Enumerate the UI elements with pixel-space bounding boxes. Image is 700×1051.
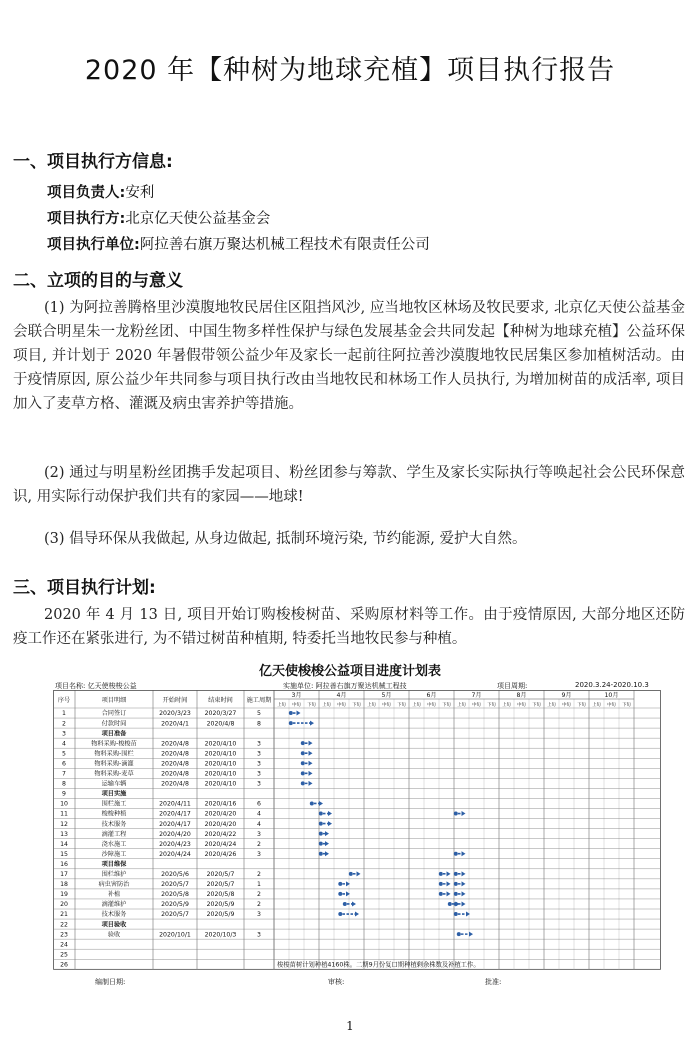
info-row-executor: [47, 207, 270, 228]
gantt-period-value: 2020.3.24-2020.10.3: [575, 681, 649, 689]
gantt-bar-arrow: [462, 881, 466, 886]
gantt-row-end: 2020/4/26: [204, 850, 237, 858]
gantt-row-no: 13: [60, 830, 68, 838]
gantt-month-label: 8月: [516, 692, 527, 699]
gantt-month-label: 9月: [561, 692, 572, 699]
gantt-row-no: 3: [62, 730, 66, 738]
gantt-row-days: 2: [257, 871, 261, 879]
gantt-subcol-label: 中旬: [607, 703, 616, 708]
gantt-subcol-label: 中旬: [562, 703, 571, 708]
gantt-row-days: 3: [257, 850, 261, 858]
gantt-bar-arrow: [325, 851, 329, 856]
gantt-bar-start-dot: [319, 812, 323, 816]
gantt-bar-arrow: [466, 912, 470, 917]
gantt-bar-start-dot: [454, 892, 458, 896]
info-label: 项目执行方:: [47, 211, 126, 227]
gantt-row-days: 3: [257, 760, 261, 768]
gantt-row-start: 2020/4/8: [161, 750, 189, 758]
gantt-bar-arrow: [462, 811, 466, 816]
gantt-bar-start-dot: [454, 902, 458, 906]
gantt-row-no: 20: [60, 901, 68, 909]
section1-heading: 一、项目执行方信息:: [13, 152, 173, 172]
gantt-bar-start-dot: [301, 761, 305, 765]
gantt-row-name: 浇水施工: [101, 840, 127, 848]
gantt-bar-arrow: [462, 851, 466, 856]
gantt-bar-arrow: [346, 891, 350, 896]
section2-paragraph-3: (3) 倡导环保从我做起, 从身边做起, 抵制环境污染, 节约能源, 爱护大自然。: [44, 531, 527, 547]
gantt-bar-arrow: [309, 781, 313, 786]
gantt-row-no: 24: [60, 941, 68, 949]
gantt-row-days: 3: [257, 780, 261, 788]
gantt-row-no: 11: [60, 810, 68, 818]
gantt-row-end: 2020/4/20: [204, 810, 237, 818]
gantt-month-label: 6月: [426, 692, 437, 699]
section3-heading: 三、项目执行计划:: [13, 578, 156, 598]
gantt-month-label: 5月: [381, 692, 392, 699]
gantt-bar-start-dot: [439, 872, 443, 876]
gantt-row-end: 2020/5/7: [206, 871, 235, 879]
document-title: 2020 年【种树为地球充植】项目执行报告: [84, 55, 616, 86]
section2-paragraph-1: (1) 为阿拉善腾格里沙漠腹地牧民居住区阻挡风沙, 应当地牧区林场及牧民要求, 北京亿天使公益基金会联合明星朱一龙粉丝团、中国生物多样性保护与绿色发展基金会共同发起【种树为地球充植】公益环保项目, 并计划于 2020 年暑假带领公益少年及家长一起前往阿拉善沙漠腹地牧民居集区参加植树活动。由于疫情原因, 原公益少年共同参与项目执行改由当地牧民和林场工作人员执行, 为增加树苗的成活率, 项目加入了麦草方格、灌溉及病虫害养护等措施。: [13, 300, 685, 412]
gantt-row-no: 18: [60, 881, 68, 889]
gantt-header-cell: 施工周期: [246, 697, 272, 704]
gantt-row-no: 16: [60, 860, 68, 868]
gantt-row-no: 9: [62, 790, 66, 798]
info-label: 项目负责人:: [47, 185, 126, 201]
gantt-row-no: 7: [62, 770, 66, 778]
info-value: 阿拉善右旗万聚达机械工程技术有限责任公司: [139, 237, 430, 253]
gantt-bar-start-dot: [439, 882, 443, 886]
gantt-subcol-label: 下旬: [532, 703, 541, 708]
gantt-subcol-label: 中旬: [472, 703, 481, 708]
gantt-row-no: 14: [60, 840, 68, 848]
gantt-row-end: 2020/4/10: [204, 740, 237, 748]
gantt-row-days: 1: [257, 881, 261, 889]
gantt-period-label: 项目周期:: [497, 682, 528, 690]
gantt-row-start: 2020/4/8: [161, 760, 189, 768]
gantt-row-name: 病虫害防治: [98, 881, 130, 889]
gantt-bar-start-dot: [338, 882, 342, 886]
gantt-bar-arrow: [462, 871, 466, 876]
gantt-subcol-label: 下旬: [622, 703, 631, 708]
gantt-bar-arrow: [309, 741, 313, 746]
gantt-bar-start-dot: [454, 912, 458, 916]
gantt-row-name: 滴灌维护: [101, 901, 127, 909]
gantt-subcol-label: 上旬: [412, 703, 421, 708]
gantt-bar-start-dot: [310, 801, 314, 805]
gantt-row-name: 项目准备: [101, 730, 127, 738]
gantt-subcol-label: 中旬: [337, 703, 346, 708]
gantt-bar-arrow: [310, 721, 314, 726]
info-value: 北京亿天使公益基金会: [125, 211, 271, 227]
gantt-row-no: 8: [62, 780, 66, 788]
section2-heading: 二、立项的目的与意义: [13, 271, 183, 291]
gantt-row-name: 验收: [107, 931, 121, 939]
gantt-row-start: 2020/4/8: [161, 780, 189, 788]
gantt-bar-start-dot: [319, 852, 323, 856]
gantt-bar-arrow: [355, 912, 359, 917]
gantt-bar-start-dot: [289, 721, 293, 725]
gantt-row-no: 22: [60, 921, 68, 929]
gantt-subcol-label: 上旬: [592, 703, 601, 708]
gantt-bar-start-dot: [338, 892, 342, 896]
gantt-row-days: 2: [257, 891, 261, 899]
gantt-row-end: 2020/5/9: [206, 911, 235, 919]
gantt-bar-start-dot: [349, 872, 353, 876]
gantt-bar-arrow: [462, 901, 466, 906]
gantt-row-days: 8: [257, 720, 261, 728]
gantt-row-start: 2020/4/11: [159, 800, 191, 808]
gantt-bar-start-dot: [319, 822, 323, 826]
gantt-row-end: 2020/10/3: [204, 931, 237, 939]
gantt-month-label: 7月: [471, 692, 482, 699]
gantt-bar-start-dot: [343, 902, 347, 906]
gantt-row-name: 梭梭种植: [101, 810, 127, 818]
section2-paragraph-2: (2) 通过与明星粉丝团携手发起项目、粉丝团参与筹款、学生及家长实际执行等唤起社会公民环保意识, 用实际行动保护我们共有的家园——地球!: [13, 465, 685, 505]
gantt-row-days: 3: [257, 911, 261, 919]
gantt-bar-arrow: [325, 831, 329, 836]
gantt-row-no: 26: [60, 961, 68, 969]
gantt-row-no: 2: [62, 720, 66, 728]
gantt-row-name: 运输车辆: [101, 780, 127, 788]
gantt-row-end: 2020/4/10: [204, 760, 237, 768]
gantt-bar-arrow: [319, 801, 323, 806]
gantt-bar-arrow: [325, 841, 329, 846]
gantt-bar-arrow: [352, 901, 356, 906]
gantt-bar-start-dot: [454, 812, 458, 816]
gantt-row-name: 技术服务: [101, 911, 127, 919]
gantt-row-name: 项目实施: [101, 790, 127, 798]
gantt-subcol-label: 上旬: [322, 703, 331, 708]
gantt-row-name: 滴灌工程: [101, 830, 127, 838]
gantt-subcol-label: 下旬: [307, 703, 316, 708]
gantt-row-start: 2020/4/1: [161, 720, 189, 728]
gantt-row-start: 2020/4/17: [159, 820, 191, 828]
gantt-row-no: 23: [60, 931, 68, 939]
gantt-row-start: 2020/5/9: [161, 901, 189, 909]
gantt-bar-start-dot: [301, 781, 305, 785]
gantt-bar-start-dot: [319, 842, 323, 846]
gantt-header-cell: 结束时间: [208, 697, 233, 704]
info-label: 项目执行单位:: [47, 237, 140, 253]
gantt-title: 亿天使梭梭公益项目进度计划表: [258, 664, 441, 679]
gantt-subcol-label: 下旬: [397, 703, 406, 708]
gantt-bar-arrow: [328, 821, 332, 826]
gantt-row-end: 2020/5/8: [206, 891, 235, 899]
gantt-row-end: 2020/5/9: [206, 901, 235, 909]
gantt-row-end: 2020/4/24: [204, 840, 237, 848]
gantt-subcol-label: 中旬: [427, 703, 436, 708]
gantt-row-start: 2020/4/8: [161, 770, 189, 778]
gantt-row-start: 2020/4/17: [159, 810, 191, 818]
gantt-subcol-label: 上旬: [367, 703, 376, 708]
gantt-month-label: 4月: [336, 692, 347, 699]
gantt-row-no: 6: [62, 760, 66, 768]
gantt-subcol-label: 上旬: [502, 703, 511, 708]
gantt-footer-review: 审核:: [328, 978, 345, 986]
gantt-row-end: 2020/3/27: [204, 710, 237, 718]
gantt-row-end: 2020/4/20: [204, 820, 237, 828]
info-row-leader: [47, 181, 154, 202]
gantt-row-days: 3: [257, 770, 261, 778]
gantt-bar-start-dot: [289, 711, 293, 715]
gantt-row-name: 沙障施工: [101, 850, 127, 858]
gantt-row-end: 2020/4/22: [204, 830, 237, 838]
gantt-bar-start-dot: [319, 832, 323, 836]
gantt-row-days: 5: [257, 710, 261, 718]
gantt-row-no: 12: [60, 820, 68, 828]
gantt-row-start: 2020/4/24: [159, 850, 191, 858]
gantt-subcol-label: 上旬: [547, 703, 556, 708]
gantt-subcol-label: 下旬: [577, 703, 586, 708]
gantt-row-start: 2020/3/23: [159, 710, 191, 718]
gantt-row-end: 2020/4/10: [204, 770, 237, 778]
gantt-row-name: 围栏施工: [101, 800, 127, 808]
gantt-row-name: 围栏维护: [101, 871, 127, 879]
info-value: 安利: [125, 185, 155, 201]
gantt-row-end: 2020/5/7: [206, 881, 235, 889]
gantt-row-start: 2020/4/20: [159, 830, 191, 838]
gantt-subcol-label: 下旬: [487, 703, 496, 708]
gantt-row-name: 补植: [107, 891, 121, 899]
page-number: 1: [346, 1019, 354, 1033]
gantt-row-days: 4: [257, 810, 261, 818]
gantt-header-cell: 项目明细: [101, 697, 127, 704]
gantt-subcol-label: 上旬: [277, 703, 286, 708]
gantt-subcol-label: 下旬: [352, 703, 361, 708]
gantt-bar-start-dot: [301, 771, 305, 775]
gantt-bar-arrow: [346, 881, 350, 886]
gantt-subcol-label: 上旬: [457, 703, 466, 708]
gantt-header-cell: 序号: [57, 697, 71, 704]
gantt-row-end: 2020/4/16: [204, 800, 237, 808]
gantt-row-no: 4: [62, 740, 66, 748]
gantt-row-name: 物料采购-麦草: [94, 770, 134, 778]
gantt-subcol-label: 中旬: [382, 703, 391, 708]
gantt-row-name: 项目验收: [101, 921, 127, 929]
gantt-row-start: 2020/5/7: [161, 881, 189, 889]
gantt-row-days: 6: [257, 800, 261, 808]
gantt-bar-start-dot: [338, 912, 342, 916]
gantt-bar-start-dot: [454, 872, 458, 876]
gantt-row-name: 物料采购-围栏: [94, 750, 134, 758]
gantt-row-days: 4: [257, 820, 261, 828]
gantt-row-start: 2020/4/8: [161, 740, 189, 748]
gantt-bar-start-dot: [457, 932, 461, 936]
gantt-row-no: 15: [60, 850, 68, 858]
gantt-chart: [53, 690, 661, 974]
gantt-header-cell: 开始时间: [162, 697, 188, 704]
gantt-row-no: 21: [60, 911, 68, 919]
gantt-bar-arrow: [462, 891, 466, 896]
gantt-row-start: 2020/5/8: [161, 891, 189, 899]
gantt-row-start: 2020/4/23: [159, 840, 191, 848]
gantt-row-days: 3: [257, 740, 261, 748]
gantt-row-end: 2020/4/8: [206, 720, 235, 728]
gantt-row-no: 19: [60, 891, 68, 899]
gantt-bar-start-dot: [301, 741, 305, 745]
gantt-subcol-label: 中旬: [292, 703, 301, 708]
gantt-bar-arrow: [309, 761, 313, 766]
gantt-row-name: 付款时间: [101, 720, 127, 728]
section3-paragraph-1: 2020 年 4 月 13 日, 项目开始订购梭梭树苗、采购原材料等工作。由于疫情原因, 大部分地区还防疫工作还在紧张进行, 为不错过树苗种植期, 特委托当地牧民参与种植。: [13, 607, 685, 647]
gantt-row-days: 2: [257, 901, 261, 909]
gantt-bar-start-dot: [448, 902, 452, 906]
gantt-row-name: 合同签订: [101, 710, 127, 718]
gantt-row-no: 5: [62, 750, 66, 758]
gantt-row-start: 2020/5/7: [161, 911, 189, 919]
gantt-bar-arrow: [447, 891, 451, 896]
gantt-row-name: 物料采购-滴灌: [94, 760, 134, 768]
gantt-row-no: 10: [60, 800, 68, 808]
gantt-row-no: 1: [62, 710, 66, 718]
gantt-month-label: 10月: [604, 692, 619, 699]
gantt-bar-start-dot: [301, 751, 305, 755]
gantt-row-end: 2020/4/10: [204, 750, 237, 758]
gantt-unit: 实施单位: 阿拉善右旗万聚达机械工程技: [283, 682, 407, 690]
gantt-note: 梭梭苗树计划种植4160株。二期9月份复口期种植剩余株数及补植工作。: [277, 961, 480, 969]
gantt-row-days: 3: [257, 931, 261, 939]
gantt-row-days: 2: [257, 840, 261, 848]
gantt-row-name: 物料采购-梭梭苗: [91, 740, 137, 748]
gantt-row-start: 2020/5/6: [161, 871, 189, 879]
gantt-row-start: 2020/10/1: [159, 931, 191, 939]
gantt-row-no: 17: [60, 871, 68, 879]
info-row-unit: [47, 233, 430, 254]
gantt-row-name: 技术服务: [101, 820, 127, 828]
gantt-bar-arrow: [447, 881, 451, 886]
gantt-bar-start-dot: [439, 892, 443, 896]
gantt-row-end: 2020/4/10: [204, 780, 237, 788]
gantt-subcol-label: 中旬: [517, 703, 526, 708]
gantt-bar-arrow: [328, 811, 332, 816]
gantt-bar-arrow: [447, 871, 451, 876]
gantt-row-no: 25: [60, 951, 68, 959]
gantt-bar-arrow: [309, 751, 313, 756]
gantt-bar-arrow: [357, 871, 361, 876]
gantt-project-name: 项目名称: 亿天使梭梭公益: [55, 682, 137, 690]
gantt-border: [54, 691, 661, 970]
gantt-footer-date: 编制日期:: [95, 978, 126, 986]
gantt-row-name: 项目维保: [101, 860, 127, 868]
gantt-footer-approve: 批准:: [485, 978, 502, 986]
gantt-row-days: 3: [257, 750, 261, 758]
gantt-bar-arrow: [469, 932, 473, 937]
gantt-bar-arrow: [309, 771, 313, 776]
gantt-subcol-label: 下旬: [442, 703, 451, 708]
gantt-month-label: 3月: [291, 692, 302, 699]
gantt-row-days: 3: [257, 830, 261, 838]
gantt-bar-arrow: [297, 711, 301, 716]
gantt-bar-start-dot: [454, 852, 458, 856]
gantt-bar-start-dot: [454, 882, 458, 886]
